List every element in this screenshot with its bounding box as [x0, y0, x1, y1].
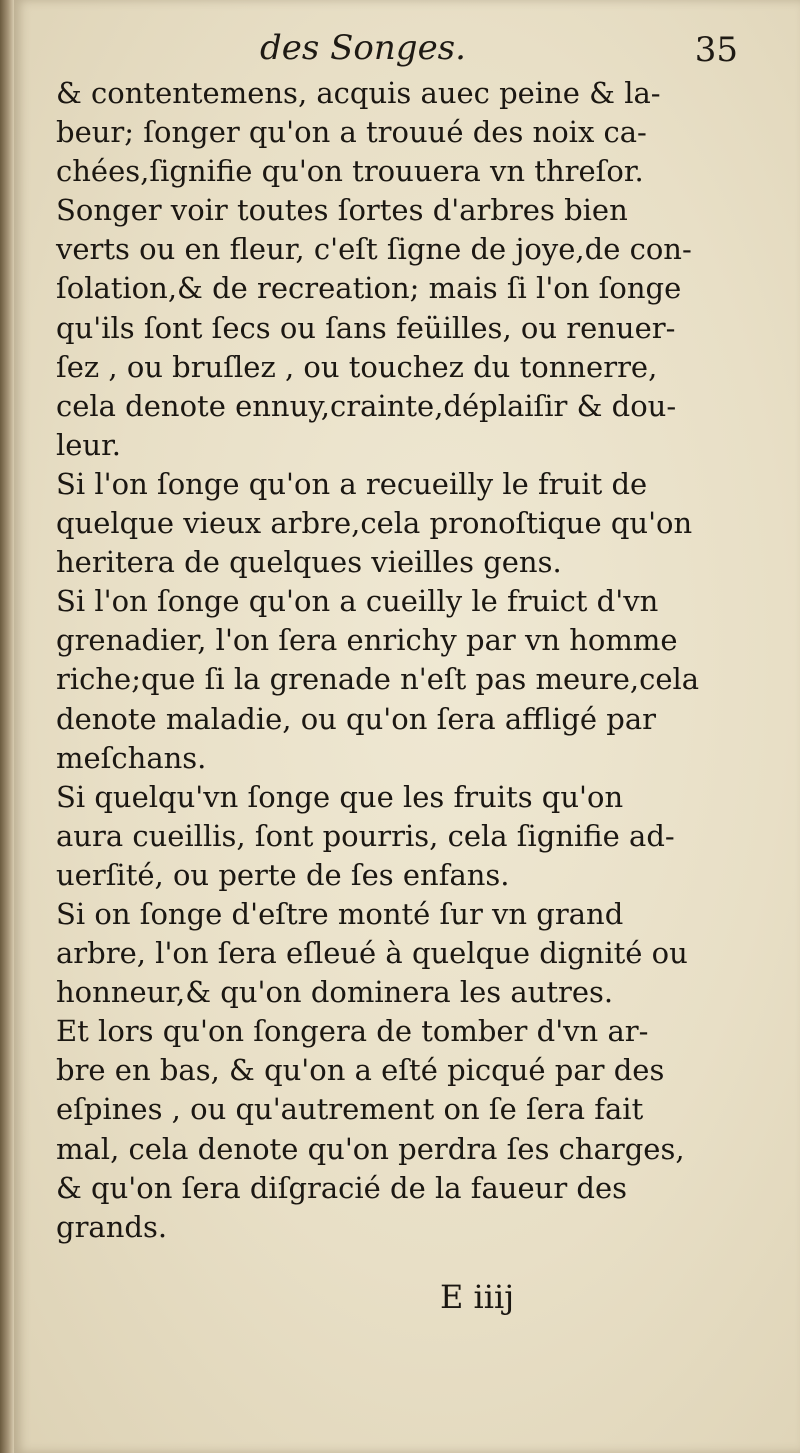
text-line: & qu'on ſera diſgracié de la faueur des: [56, 1170, 628, 1205]
text-line: & contentemens, acquis auec peine & la-: [56, 76, 661, 110]
text-line: Songer voir toutes ſortes d'arbres bien: [56, 193, 628, 228]
text-line: heritera de quelques vieilles gens.: [56, 545, 562, 580]
running-title: des Songes.: [260, 28, 466, 68]
text-line: Si quelqu'vn ſonge que les fruits qu'on: [56, 779, 624, 814]
text-line: Si l'on ſonge qu'on a cueilly le fruict d'vn: [56, 584, 659, 619]
text-line: ſez , ou bruſlez , ou touchez du tonnerre,: [56, 349, 658, 384]
text-line: eſpines , ou qu'autrement on ſe ſera fait: [56, 1092, 644, 1127]
text-line: Si l'on ſonge qu'on a recueilly le fruit de: [56, 466, 648, 501]
text-line: beur; ſonger qu'on a trouué des noix ca-: [56, 115, 647, 150]
text-line: Et lors qu'on ſongera de tomber d'vn ar-: [56, 1014, 649, 1049]
page-header: [60, 28, 760, 78]
text-line: denote maladie, ou qu'on ſera affligé par: [56, 701, 656, 736]
text-line: grenadier, l'on ſera enrichy par vn homme: [56, 623, 678, 658]
text-line: cela denote ennuy,crainte,déplaiſir & dou-: [56, 388, 677, 423]
text-line: honneur,& qu'on dominera les autres.: [56, 975, 614, 1010]
book-gutter: [0, 0, 14, 1453]
text-line: bre en bas, & qu'on a eſté picqué par des: [56, 1053, 665, 1088]
text-line: Si on ſonge d'eſtre monté ſur vn grand: [56, 896, 624, 931]
text-line: leur.: [56, 427, 122, 462]
text-line: uerſité, ou perte de ſes enfans.: [56, 857, 510, 892]
signature-mark: E iiij: [440, 1278, 515, 1316]
text-line: qu'ils ſont ſecs ou ſans feüilles, ou renuer-: [56, 310, 676, 345]
text-line: aura cueillis, ſont pourris, cela ſignifie ad-: [56, 818, 675, 853]
text-line: ſolation,& de recreation; mais ſi l'on ſonge: [56, 271, 682, 306]
text-line: grands.: [56, 1209, 168, 1244]
page-number: 35: [694, 30, 738, 70]
text-line: mal, cela denote qu'on perdra ſes charges,: [56, 1131, 685, 1166]
body-text: [56, 74, 746, 1247]
text-line: meſchans.: [56, 740, 207, 775]
text-line: verts ou en fleur, c'eſt ſigne de joye,de con-: [56, 232, 692, 267]
text-line: riche;que ſi la grenade n'eſt pas meure,cela: [56, 662, 700, 697]
text-line: quelque vieux arbre,cela pronoſtique qu'on: [56, 506, 693, 541]
text-line: chées,ſignifie qu'on trouuera vn threſor.: [56, 154, 644, 189]
text-line: arbre, l'on ſera eſleué à quelque dignité ou: [56, 936, 688, 971]
